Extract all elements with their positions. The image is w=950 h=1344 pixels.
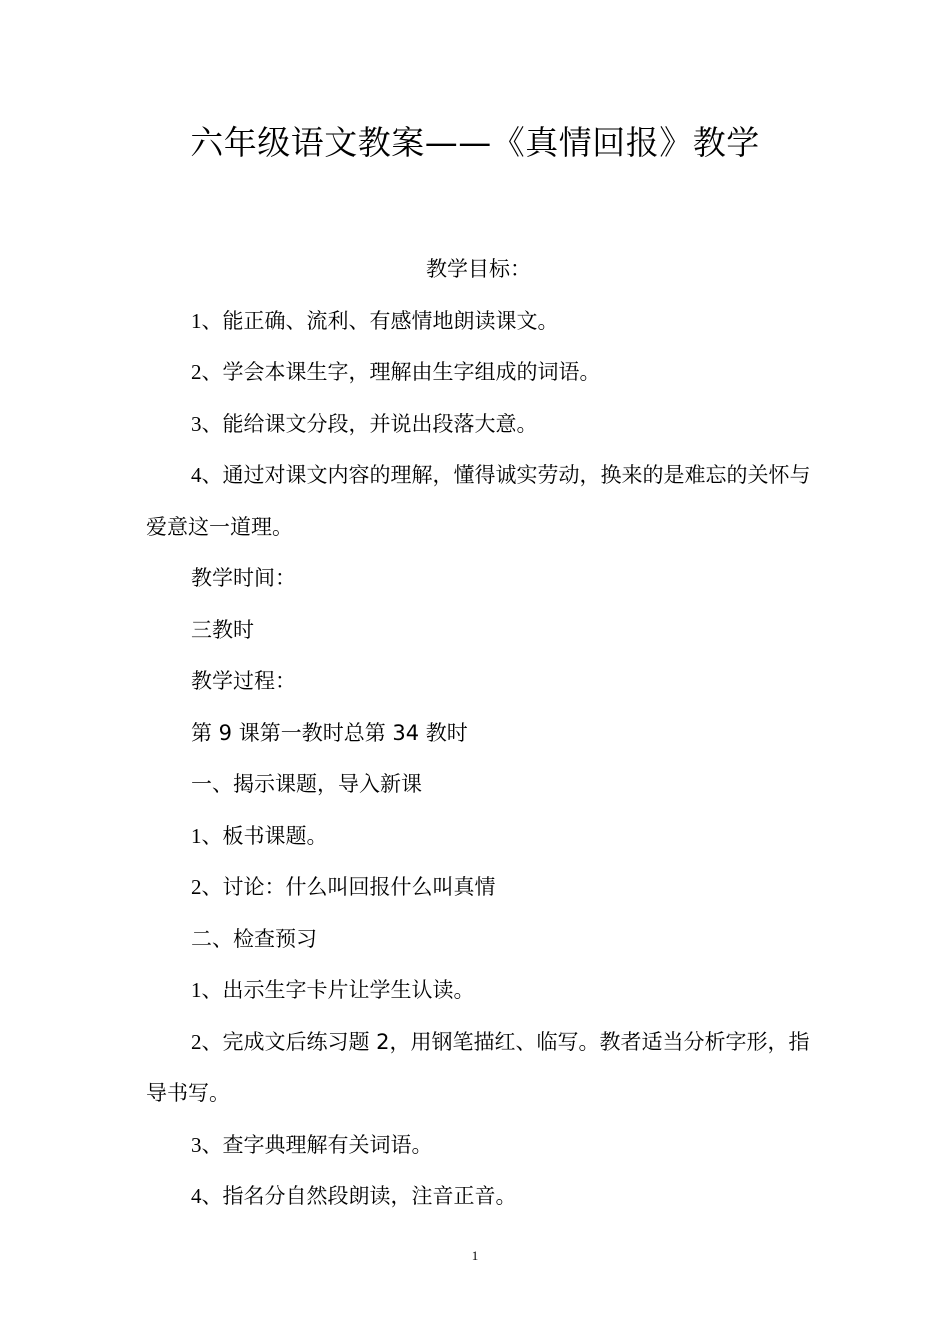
subheading: 一、揭示课题，导入新课 bbox=[191, 772, 422, 796]
section-heading-objectives: 教学目标： bbox=[426, 257, 531, 281]
document-body bbox=[146, 244, 811, 1223]
paragraph: 4、指名分自然段朗读，注音正音。 bbox=[191, 1184, 517, 1208]
paragraph: 三教时 bbox=[191, 617, 254, 642]
paragraph: 1、板书课题。 bbox=[191, 823, 328, 848]
subheading: 二、检查预习 bbox=[191, 926, 317, 951]
paragraph: 3、能给课文分段，并说出段落大意。 bbox=[191, 411, 538, 436]
section-heading-process: 教学过程： bbox=[191, 669, 296, 693]
paragraph: 2、讨论：什么叫回报什么叫真情 bbox=[191, 875, 496, 899]
paragraph: 第 9 课第一教时总第 34 教时 bbox=[191, 720, 468, 745]
paragraph: 1、能正确、流利、有感情地朗读课文。 bbox=[191, 308, 559, 333]
paragraph: 2、完成文后练习题 2，用钢笔描红、临写。教者适当分析字形，指导书写。 bbox=[146, 1029, 810, 1105]
section-heading-time: 教学时间： bbox=[191, 566, 296, 590]
paragraph: 1、出示生字卡片让学生认读。 bbox=[191, 978, 475, 1002]
document-title: 六年级语文教案——《真情回报》教学 bbox=[190, 123, 760, 162]
paragraph: 2、学会本课生字，理解由生字组成的词语。 bbox=[191, 360, 601, 384]
paragraph: 4、通过对课文内容的理解，懂得诚实劳动，换来的是难忘的关怀与爱意这一道理。 bbox=[146, 463, 811, 539]
page-number: 1 bbox=[471, 1248, 479, 1263]
paragraph: 3、查字典理解有关词语。 bbox=[191, 1132, 433, 1157]
